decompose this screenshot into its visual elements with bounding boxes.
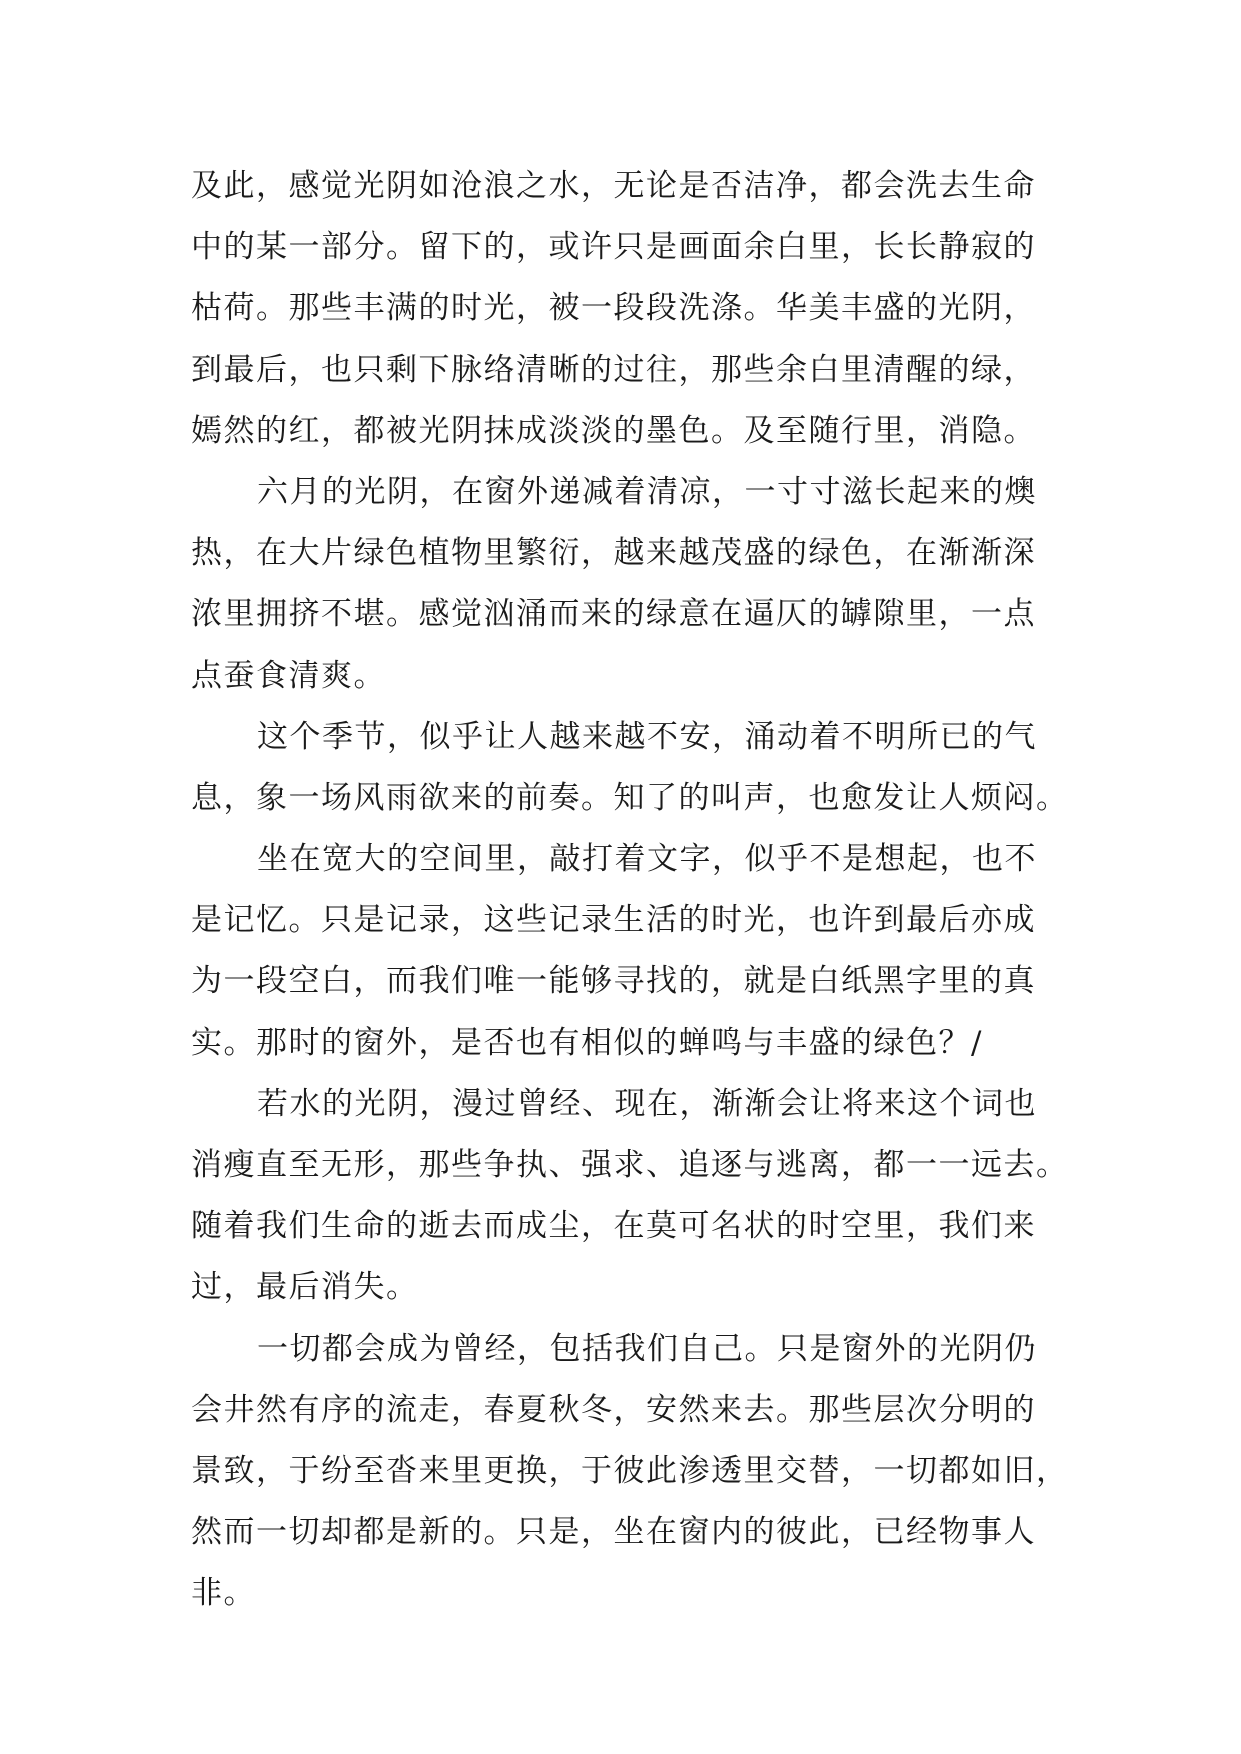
text-line: 消瘦直至无形，那些争执、强求、追逐与逃离，都一一远去。 [191,1147,1069,1183]
text-line: 到最后，也只剩下脉络清晰的过往，那些余白里清醒的绿， [191,351,1036,388]
text-line: 这个季节，似乎让人越来越不安，涌动着不明所已的气 [257,718,1037,755]
text-line: 非。 [191,1575,256,1612]
paragraph-6 [191,1319,1071,1625]
text-line: 浓里拥挤不堪。感觉汹涌而来的绿意在逼仄的罅隙里，一点 [191,596,1036,633]
text-line: 及此，感觉光阴如沧浪之水，无论是否洁净，都会洗去生命 [191,168,1036,204]
text-line: 实。那时的窗外，是否也有相似的蝉鸣与丰盛的绿色？/ [191,1024,983,1061]
text-line: 嫣然的红，都被光阴抹成淡淡的墨色。及至随行里，消隐。 [191,412,1036,449]
text-line: 热，在大片绿色植物里繁衍，越来越茂盛的绿色，在渐渐深 [191,535,1036,572]
text-line: 坐在宽大的空间里，敲打着文字，似乎不是想起，也不 [257,841,1037,878]
text-line: 过，最后消失。 [191,1269,419,1306]
paragraph-3 [191,707,1071,829]
text-line: 随着我们生命的逝去而成尘，在莫可名状的时空里，我们来 [191,1208,1036,1245]
text-line: 点蚕食清爽。 [191,657,386,694]
text-line: 枯荷。那些丰满的时光，被一段段洗涤。华美丰盛的光阴， [191,290,1036,327]
text-line: 然而一切却都是新的。只是，坐在窗内的彼此，已经物事人 [191,1514,1036,1551]
text-line: 为一段空白，而我们唯一能够寻找的，就是白纸黑字里的真 [191,963,1036,1000]
text-line: 景致，于纷至沓来里更换，于彼此渗透里交替，一切都如旧， [191,1452,1069,1489]
text-line: 会井然有序的流走，春夏秋冬，安然来去。那些层次分明的 [191,1391,1036,1428]
text-line: 一切都会成为曾经，包括我们自己。只是窗外的光阴仍 [257,1330,1037,1367]
paragraph-2 [191,462,1071,707]
paragraph-5 [191,1074,1071,1319]
paragraph-1 [191,156,1071,462]
text-line: 息，象一场风雨欲来的前奏。知了的叫声，也愈发让人烦闷。 [191,779,1069,816]
paragraph-4 [191,829,1071,1074]
text-line: 是记忆。只是记录，这些记录生活的时光，也许到最后亦成 [191,902,1036,939]
text-line: 中的某一部分。留下的，或许只是画面余白里，长长静寂的 [191,229,1036,266]
text-line: 六月的光阴，在窗外递减着清凉，一寸寸滋长起来的燠 [257,473,1037,510]
text-line: 若水的光阴，漫过曾经、现在，渐渐会让将来这个词也 [257,1085,1037,1122]
body-text [191,156,1071,1625]
